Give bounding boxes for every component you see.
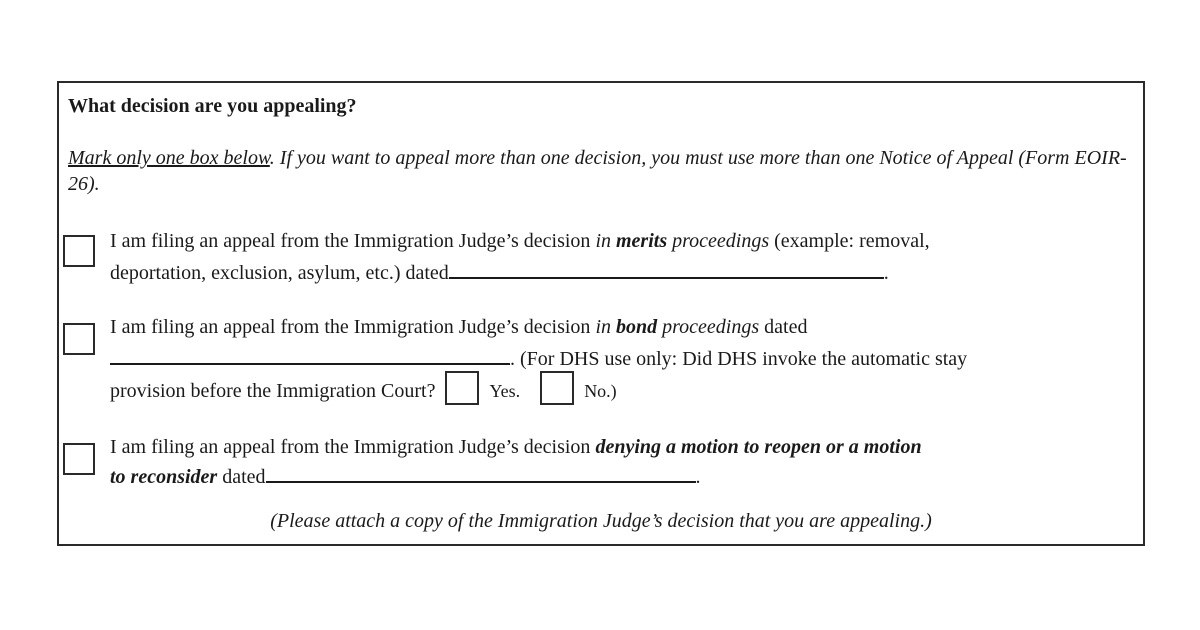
instructions-underlined: Mark only one box below xyxy=(68,147,270,169)
attach-copy-note: (Please attach a copy of the Immigration Judge’s decision that you are appealing.) xyxy=(270,510,932,532)
bond-checkbox[interactable] xyxy=(63,323,95,355)
merits-option-text xyxy=(110,225,930,289)
bond-line-3: provision before the Immigration Court? Yes. No.) xyxy=(110,375,967,409)
bond-option-text xyxy=(110,311,967,409)
dhs-yes-label: Yes. xyxy=(489,381,521,401)
section-heading: What decision are you appealing? xyxy=(68,95,357,117)
merits-line-1: I am filing an appeal from the Immigration Judge’s decision in merits proceedings (example: removal, xyxy=(110,230,930,252)
dhs-no-checkbox[interactable] xyxy=(540,371,574,405)
merits-checkbox[interactable] xyxy=(63,235,95,267)
merits-date-field[interactable] xyxy=(449,257,884,279)
motion-checkbox[interactable] xyxy=(63,443,95,475)
motion-line-1: I am filing an appeal from the Immigration Judge’s decision denying a motion to reopen or a motion xyxy=(110,436,922,458)
bond-line-1: I am filing an appeal from the Immigration Judge’s decision in bond proceedings dated xyxy=(110,316,808,338)
appeal-decision-section xyxy=(57,81,1145,546)
instructions-text xyxy=(68,145,1134,197)
instructions-rest: . If you want to appeal more than one decision, you must use more than one Notice of Appeal (Form EOIR-26). xyxy=(68,147,1127,195)
bond-date-field[interactable] xyxy=(110,343,510,365)
dhs-yes-checkbox[interactable] xyxy=(445,371,479,405)
merits-line-2: deportation, exclusion, asylum, etc.) dated . xyxy=(110,257,930,289)
motion-option-text xyxy=(110,433,922,491)
motion-date-field[interactable] xyxy=(266,461,696,483)
dhs-no-label: No.) xyxy=(584,381,617,401)
motion-line-2: to reconsider dated . xyxy=(110,461,922,491)
bond-line-2: . (For DHS use only: Did DHS invoke the automatic stay xyxy=(110,343,967,375)
